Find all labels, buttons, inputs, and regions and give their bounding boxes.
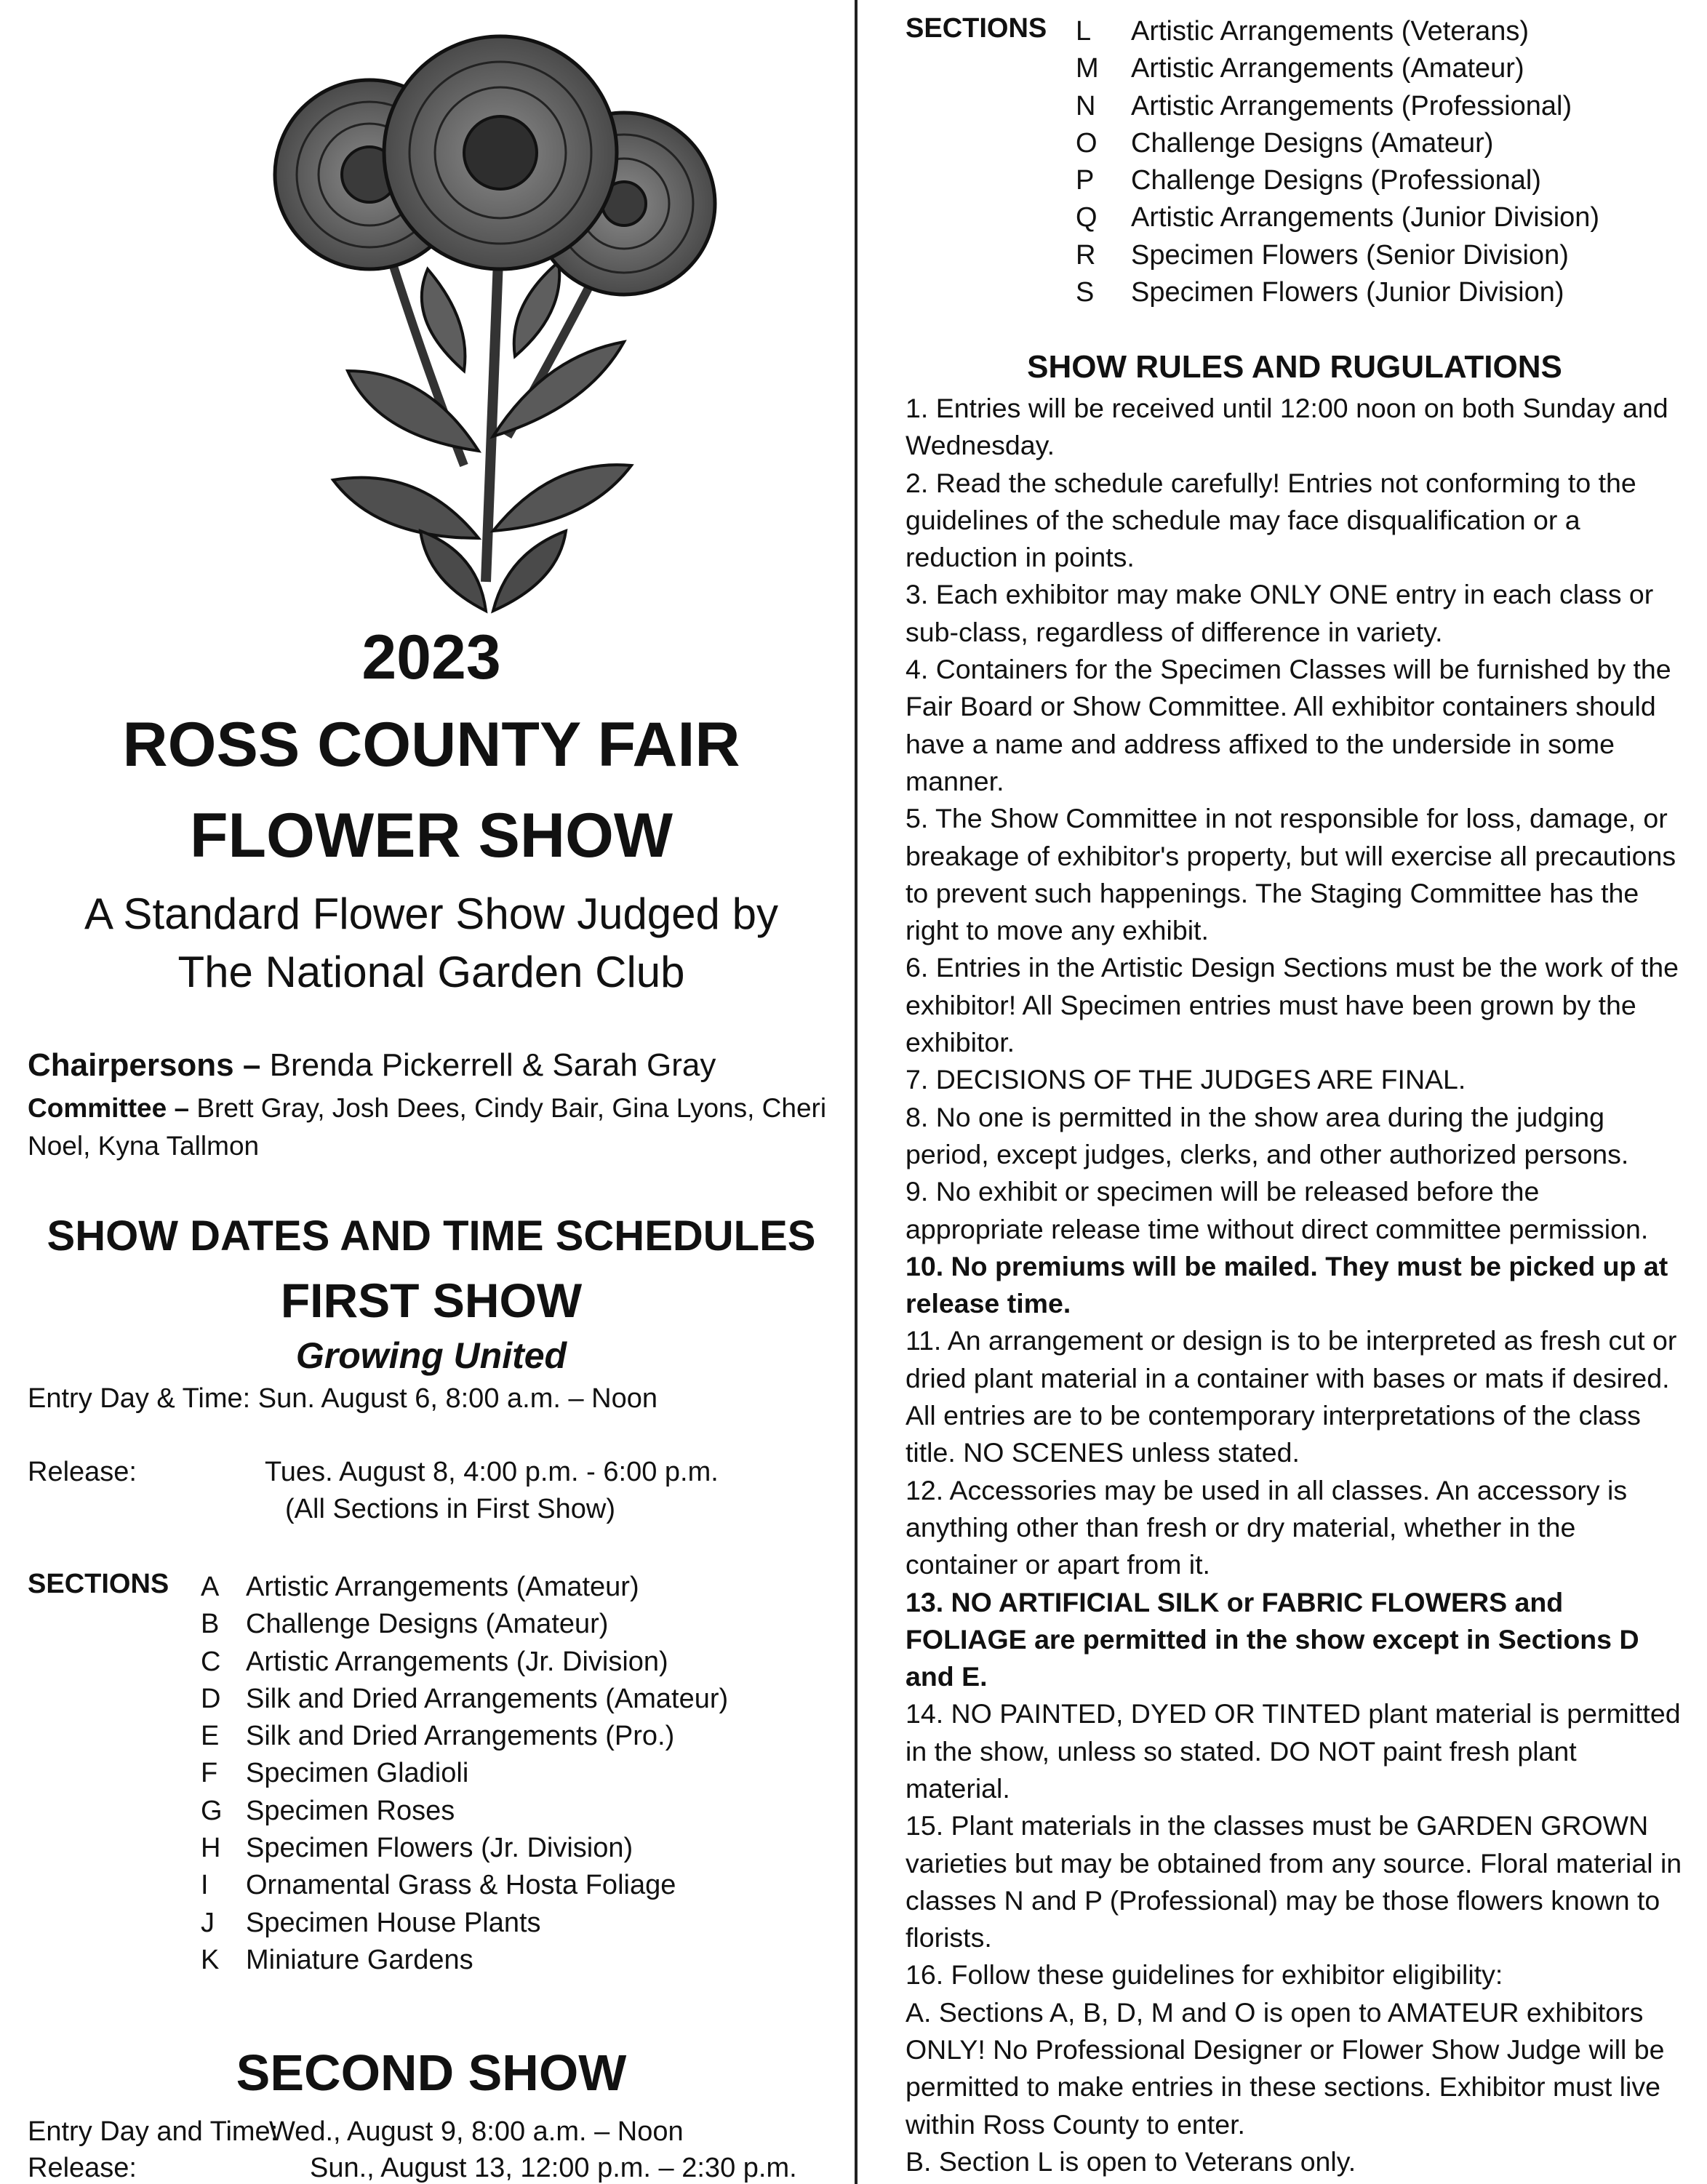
committee bbox=[28, 1089, 835, 1165]
rule-item: 7. DECISIONS OF THE JUDGES ARE FINAL. bbox=[906, 1064, 1466, 1095]
second-show-sections-list bbox=[1076, 13, 1599, 311]
section-name: Specimen Flowers (Junior Division) bbox=[1131, 277, 1564, 308]
section-name: Artistic Arrangements (Junior Division) bbox=[1131, 202, 1600, 233]
section-name: Challenge Designs (Professional) bbox=[1131, 165, 1541, 196]
chairpersons bbox=[28, 1047, 716, 1084]
section-row bbox=[201, 1644, 728, 1681]
first-show-entry: Entry Day & Time: Sun. August 6, 8:00 a.m. – Noon bbox=[28, 1383, 658, 1414]
section-row bbox=[201, 1867, 728, 1904]
section-row bbox=[201, 1718, 728, 1755]
first-show-release-label: Release: bbox=[28, 1457, 137, 1487]
rule-item: 15. Plant materials in the classes must be GARDEN GROWN varieties but may be obtained from any source. Floral material in classes N and P (Professional) may be those flowers known to florists. bbox=[906, 1810, 1682, 1953]
title-line-2: FLOWER SHOW bbox=[189, 801, 673, 871]
section-letter: L bbox=[1076, 16, 1092, 47]
section-letter: S bbox=[1076, 277, 1095, 308]
first-show-release-note: (All Sections in First Show) bbox=[285, 1494, 616, 1524]
chair-label: Chairpersons – bbox=[28, 1047, 261, 1083]
rule-item: 13. NO ARTIFICIAL SILK or FABRIC FLOWERS and FOLIAGE are permitted in the show except in Sections D and E. bbox=[906, 1586, 1639, 1692]
section-row bbox=[201, 1830, 728, 1867]
second-show-heading: SECOND SHOW bbox=[236, 2044, 627, 2101]
section-letter: P bbox=[1076, 165, 1095, 196]
section-name: Challenge Designs (Amateur) bbox=[1131, 127, 1494, 159]
rules-list bbox=[906, 390, 1684, 2180]
title-line-1: ROSS COUNTY FAIR bbox=[122, 710, 740, 780]
section-letter: C bbox=[201, 1646, 221, 1677]
section-name: Ornamental Grass & Hosta Foliage bbox=[246, 1870, 676, 1901]
section-row bbox=[201, 1755, 728, 1792]
section-row bbox=[201, 1681, 728, 1718]
second-show-entry-value: Wed., August 9, 8:00 a.m. – Noon bbox=[269, 2116, 684, 2147]
first-show-release-value: Tues. August 8, 4:00 p.m. - 6:00 p.m. bbox=[265, 1457, 719, 1487]
section-letter: N bbox=[1076, 90, 1096, 121]
section-letter: I bbox=[201, 1870, 209, 1901]
column-divider bbox=[855, 0, 858, 2184]
section-name: Challenge Designs (Amateur) bbox=[246, 1609, 609, 1640]
section-letter: K bbox=[201, 1944, 220, 1975]
section-letter: D bbox=[201, 1683, 221, 1714]
section-row bbox=[1076, 88, 1599, 125]
section-letter: G bbox=[201, 1795, 223, 1826]
subtitle-line-2: The National Garden Club bbox=[177, 948, 685, 996]
section-name: Specimen Flowers (Senior Division) bbox=[1131, 239, 1569, 271]
section-name: Specimen Roses bbox=[246, 1795, 455, 1826]
section-name: Specimen House Plants bbox=[246, 1907, 541, 1938]
section-name: Artistic Arrangements (Professional) bbox=[1131, 90, 1572, 121]
rule-item: 1. Entries will be received until 12:00 noon on both Sunday and Wednesday. bbox=[906, 393, 1668, 461]
section-letter: A bbox=[201, 1572, 220, 1602]
rule-item: 9. No exhibit or specimen will be released before the appropriate release time without direct committee permission. bbox=[906, 1176, 1649, 1244]
rule-item: 8. No one is permitted in the show area during the judging period, except judges, clerks, and other authorized persons. bbox=[906, 1101, 1629, 1169]
section-row bbox=[1076, 162, 1599, 199]
section-name: Miniature Gardens bbox=[246, 1944, 473, 1975]
section-letter: F bbox=[201, 1758, 218, 1789]
section-row bbox=[1076, 199, 1599, 236]
rule-item: A. Sections A, B, D, M and O is open to AMATEUR exhibitors ONLY! No Professional Designer or Flower Show Judge will be permitted to make entries in these sections. Exhibitor must live within Ross County to enter. bbox=[906, 1996, 1665, 2140]
section-row bbox=[201, 1569, 728, 1606]
section-row bbox=[1076, 274, 1599, 311]
section-row bbox=[201, 1606, 728, 1643]
section-letter: B bbox=[201, 1609, 220, 1640]
first-show-sections-list bbox=[201, 1569, 728, 1979]
first-show-sections-label: SECTIONS bbox=[28, 1569, 169, 1599]
rule-item: 11. An arrangement or design is to be interpreted as fresh cut or dried plant material in a container with bases or mats if desired. All entries are to be contemporary interpretations of the class title. NO SCENES unless stated. bbox=[906, 1325, 1677, 1468]
committee-names: Brett Gray, Josh Dees, Cindy Bair, Gina Lyons, Cheri Noel, Kyna Tallmon bbox=[28, 1093, 827, 1161]
second-show-entry-label: Entry Day and Time: bbox=[28, 2116, 279, 2147]
section-row bbox=[1076, 50, 1599, 87]
section-letter: Q bbox=[1076, 202, 1098, 233]
chair-names: Brenda Pickerrell & Sarah Gray bbox=[260, 1047, 716, 1083]
section-name: Specimen Gladioli bbox=[246, 1758, 469, 1789]
rule-item: 3. Each exhibitor may make ONLY ONE entry in each class or sub-class, regardless of difference in variety. bbox=[906, 579, 1654, 647]
first-show-heading: FIRST SHOW bbox=[280, 1273, 583, 1327]
section-letter: H bbox=[201, 1833, 221, 1864]
zinnia-illustration bbox=[246, 29, 726, 625]
section-name: Artistic Arrangements (Veterans) bbox=[1131, 16, 1529, 47]
rule-item: 6. Entries in the Artistic Design Sections must be the work of the exhibitor! All Specimen entries must have been grown by the exhibitor. bbox=[906, 952, 1679, 1058]
committee-label: Committee – bbox=[28, 1093, 190, 1123]
second-show-release-label: Release: bbox=[28, 2153, 137, 2183]
rule-item: 5. The Show Committee in not responsible for loss, damage, or breakage of exhibitor's property, but will exercise all precautions to prevent such happenings. The Staging Committee has the right to move any exhibit. bbox=[906, 803, 1676, 946]
section-letter: E bbox=[201, 1721, 220, 1752]
rule-item: 12. Accessories may be used in all classes. An accessory is anything other than fresh or dry material, whether in the container or apart from it. bbox=[906, 1474, 1628, 1580]
first-show-theme: Growing United bbox=[295, 1335, 567, 1376]
rule-item: 4. Containers for the Specimen Classes will be furnished by the Fair Board or Show Committee. All exhibitor containers should have a name and address affixed to the underside in some manner. bbox=[906, 654, 1671, 796]
rule-item: 2. Read the schedule carefully! Entries not conforming to the guidelines of the schedule may face disqualification or a reduction in points. bbox=[906, 467, 1636, 573]
section-row bbox=[201, 1793, 728, 1830]
section-name: Silk and Dried Arrangements (Pro.) bbox=[246, 1721, 675, 1752]
rules-heading: SHOW RULES AND RUGULATIONS bbox=[1027, 349, 1562, 385]
section-row bbox=[201, 1942, 728, 1979]
rule-item: B. Section L is open to Veterans only. bbox=[906, 2145, 1356, 2177]
rule-item: 16. Follow these guidelines for exhibitor eligibility: bbox=[906, 1959, 1503, 1991]
section-row bbox=[201, 1905, 728, 1942]
schedule-heading: SHOW DATES AND TIME SCHEDULES bbox=[47, 1212, 816, 1260]
rule-item: 10. No premiums will be mailed. They must be picked up at release time. bbox=[906, 1250, 1668, 1319]
section-letter: M bbox=[1076, 53, 1099, 84]
section-name: Silk and Dried Arrangements (Amateur) bbox=[246, 1683, 729, 1714]
second-show-sections-label: SECTIONS bbox=[906, 13, 1047, 44]
second-show-release-value: Sun., August 13, 12:00 p.m. – 2:30 p.m. bbox=[310, 2153, 797, 2183]
section-name: Artistic Arrangements (Amateur) bbox=[1131, 53, 1524, 84]
section-name: Artistic Arrangements (Jr. Division) bbox=[246, 1646, 668, 1677]
section-name: Specimen Flowers (Jr. Division) bbox=[246, 1833, 633, 1864]
section-row bbox=[1076, 13, 1599, 50]
section-row bbox=[1076, 237, 1599, 274]
section-letter: R bbox=[1076, 239, 1096, 271]
subtitle-line-1: A Standard Flower Show Judged by bbox=[84, 889, 778, 938]
show-year: 2023 bbox=[361, 623, 501, 692]
rule-item: 14. NO PAINTED, DYED OR TINTED plant material is permitted in the show, unless so stated. DO NOT paint fresh plant material. bbox=[906, 1698, 1681, 1804]
section-letter: O bbox=[1076, 127, 1098, 159]
section-row bbox=[1076, 125, 1599, 162]
section-name: Artistic Arrangements (Amateur) bbox=[246, 1572, 639, 1602]
section-letter: J bbox=[201, 1907, 215, 1938]
